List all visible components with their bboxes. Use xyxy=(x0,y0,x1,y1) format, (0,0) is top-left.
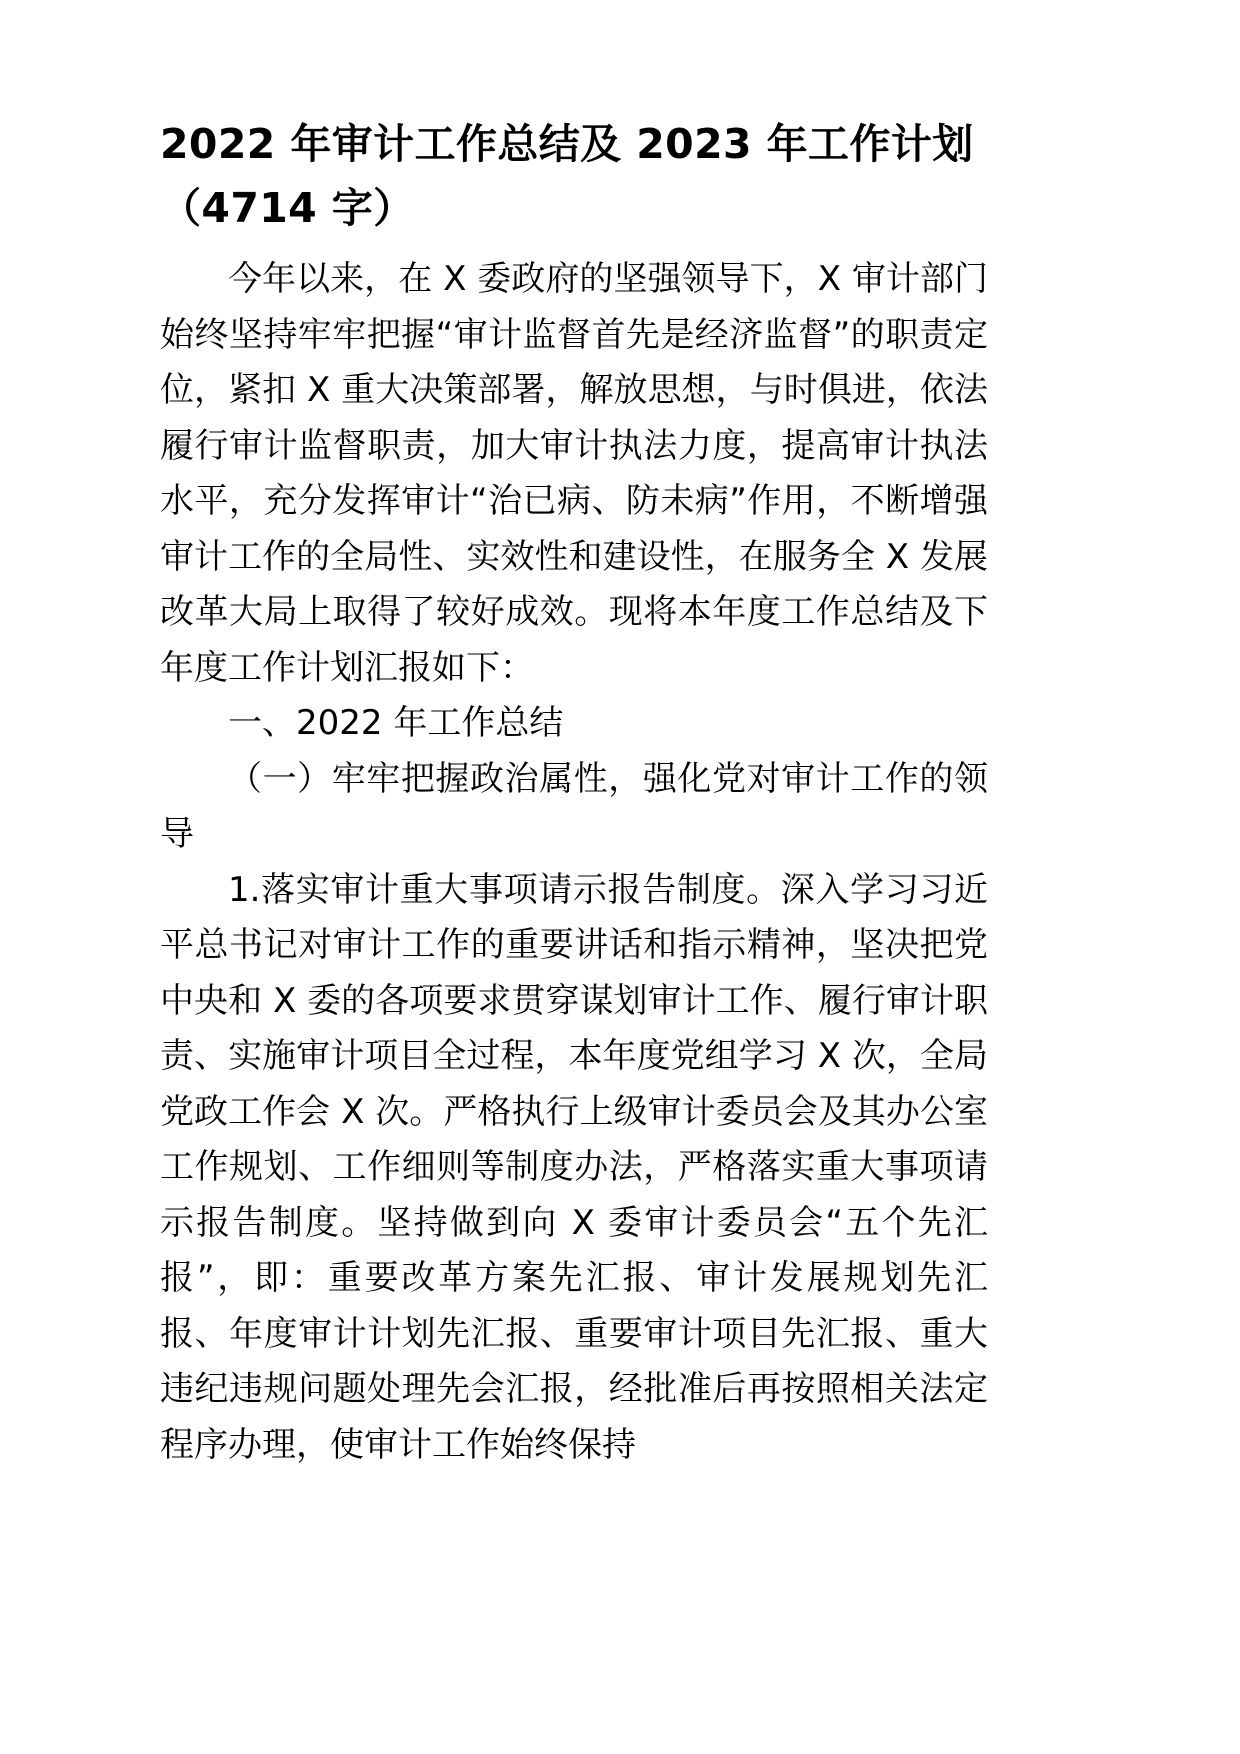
heading-section-1: 一、2022 年工作总结 xyxy=(228,703,564,743)
page-body xyxy=(160,112,988,1473)
heading-section-1-1: （一）牢牢把握政治属性，强化党对审计工作的领导 xyxy=(160,758,988,854)
paragraph-item-1: 1.落实审计重大事项请示报告制度。深入学习习近平总书记对审计工作的重要讲话和指示精神，坚决把党中央和 X 委的各项要求贯穿谋划审计工作、履行审计职责、实施审计项目全过程，本年度党组学习 X 次，全局党政工作会 X 次。严格执行上级审计委员会及其办公室工作规划、工作细则等制度办法，严格落实重大事项请示报告制度。坚持做到向 X 委审计委员会“五个先汇报”，即：重要改革方案先汇报、审计发展规划先汇报、年度审计计划先汇报、重要审计项目先汇报、重大违纪违规问题处理先会汇报，经批准后再按照相关法定程序办理，使审计工作始终保持 xyxy=(160,869,988,1465)
page-title: 2022 年审计工作总结及 2023 年工作计划（4714 字） xyxy=(160,120,974,232)
paragraph-intro: 今年以来，在 X 委政府的坚强领导下，X 审计部门始终坚持牢牢把握“审计监督首先是经济监督”的职责定位，紧扣 X 重大决策部署，解放思想，与时俱进，依法履行审计监督职责，加大审计执法力度，提高审计执法水平，充分发挥审计“治已病、防未病”作用，不断增强审计工作的全局性、实效性和建设性，在服务全 X 发展改革大局上取得了较好成效。现将本年度工作总结及下年度工作计划汇报如下： xyxy=(160,259,988,688)
